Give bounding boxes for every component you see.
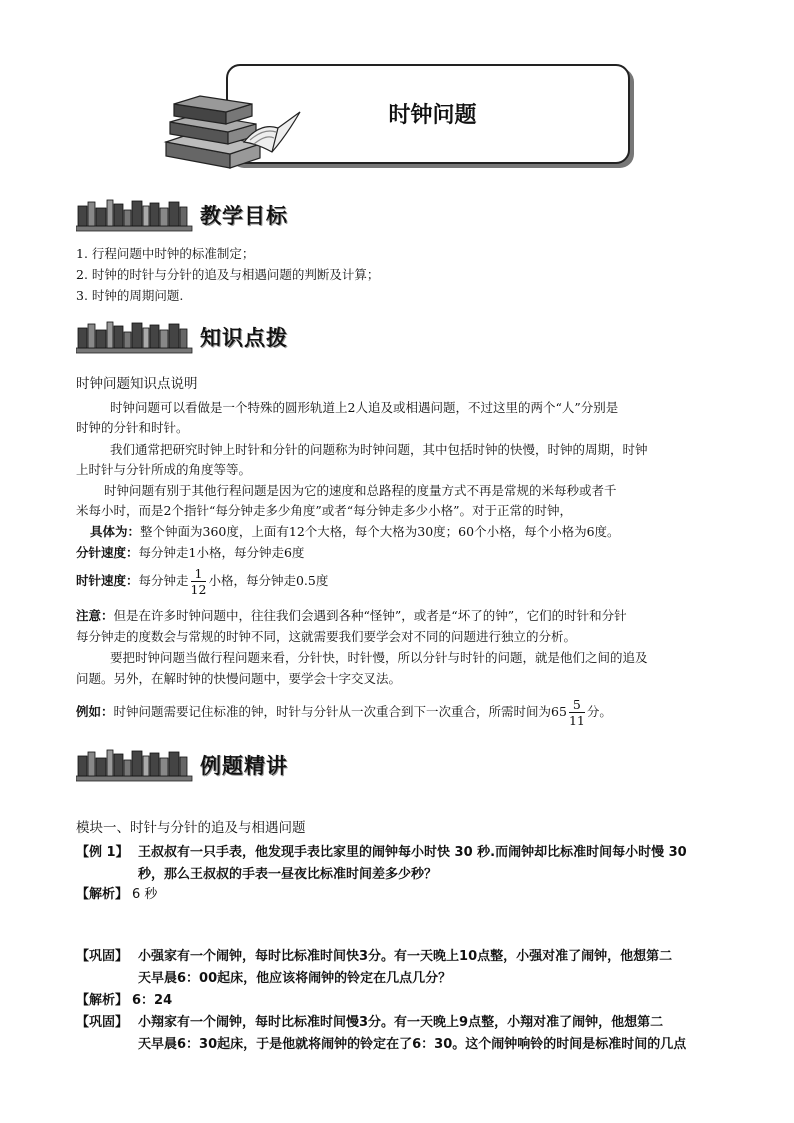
text-example-unit: 分。: [586, 704, 612, 719]
section-title-examples: 例题精讲: [200, 754, 288, 778]
note-line: [76, 608, 627, 624]
solution-label: 【解析】: [76, 993, 129, 1008]
book-spines-icon: [76, 320, 194, 354]
text-minute-speed: 每分钟走1小格，每分钟走6度: [138, 545, 305, 560]
goal-item: 2. 时钟的时针与分针的追及与相遇问题的判断及计算；: [76, 267, 380, 282]
paragraph-line: 我们通常把研究时钟上时针和分针的问题称为时钟问题，其中包括时钟的快慢，时钟的周期，时钟: [110, 442, 648, 457]
problem-text: [138, 842, 738, 886]
section-title-knowledge: 知识点拨: [200, 326, 288, 350]
problem-practice-2: [76, 1012, 736, 1056]
problem-text: [138, 1012, 738, 1056]
label-hour-speed: 时针速度：: [76, 573, 139, 588]
problem-line: 小翔家有一个闹钟，每时比标准时间慢3分。有一天晚上9点整，小翔对准了闹钟，他想第二: [138, 1015, 664, 1030]
text-example: 时钟问题需要记住标准的钟，时针与分针从一次重合到下一次重合，所需时间为: [113, 704, 552, 719]
problem-example-1: [76, 842, 736, 886]
problem-line: 小强家有一个闹钟，每时比标准时间快3分。有一天晚上10点整，小强对准了闹钟，他想第二: [138, 949, 673, 964]
problem-label: 【巩固】: [76, 1015, 129, 1030]
section-title-goals: 教学目标: [200, 204, 288, 228]
problem-line: 天早晨6：30起床，于是他就将闹钟的铃定在了6：30。这个闹钟响铃的时间是标准时间的几点: [138, 1037, 687, 1052]
paragraph-line: 时钟问题可以看做是一个特殊的圆形轨道上2人追及或相遇问题，不过这里的两个“人”分别是: [110, 400, 619, 415]
mixed-number-whole: 65: [551, 704, 567, 719]
paragraph-line: 时钟的分针和时针。: [76, 420, 189, 435]
problem-label: 【例 1】: [76, 845, 129, 860]
text-hour-speed-pre: 每分钟走: [138, 573, 189, 588]
book-spines-icon: [76, 748, 194, 782]
fraction-5-11: [569, 697, 585, 728]
text-note: 但是在许多时钟问题中，往往我们会遇到各种“怪钟”，或者是“坏了的钟”，它们的时针和分针: [113, 608, 627, 623]
problem-practice-1: [76, 946, 736, 990]
fraction-numerator: 1: [191, 566, 207, 582]
fraction-numerator: 5: [569, 697, 585, 713]
label-minute-speed: 分针速度：: [76, 545, 139, 560]
paragraph-line: 每分钟走的度数会与常规的时钟不同，这就需要我们要学会对不同的问题进行独立的分析。: [76, 629, 577, 644]
title-block: [160, 62, 635, 174]
text-specific: 整个钟面为360度，上面有12个大格，每个大格为30度；60个小格，每个小格为6度。: [140, 524, 620, 539]
problem-line: 王叔叔有一只手表，他发现手表比家里的闹钟每小时快 30 秒.而闹钟却比标准时间每小时慢 30: [138, 845, 687, 860]
module-heading: 模块一、时针与分针的追及与相遇问题: [76, 820, 306, 836]
label-specific: 具体为：: [90, 524, 141, 539]
example-line: [76, 697, 612, 728]
paragraph-line: 时钟问题有别于其他行程问题是因为它的速度和总路程的度量方式不再是常规的米每秒或者千: [104, 483, 617, 498]
paragraph-line: 上时针与分针所成的角度等等。: [76, 462, 252, 477]
fraction-denominator: 12: [190, 582, 207, 597]
fraction-denominator: 11: [568, 713, 585, 728]
section-header-goals: [76, 198, 496, 234]
problem-line: 天早晨6：00起床，他应该将闹钟的铃定在几点几分？: [138, 971, 452, 986]
hour-speed-line: [76, 566, 328, 597]
section-header-examples: [76, 748, 496, 784]
text-hour-speed-post: 小格，每分钟走0.5度: [208, 573, 329, 588]
paragraph-line: [90, 524, 620, 540]
problem-line: 秒，那么王叔叔的手表一昼夜比标准时间差多少秒？: [138, 867, 438, 882]
goal-item: 1. 行程问题中时钟的标准制定；: [76, 246, 255, 261]
solution-1: [76, 884, 736, 906]
solution-2: [76, 990, 736, 1012]
section-header-knowledge: [76, 320, 496, 356]
paragraph-line: 问题。另外，在解时钟的快慢问题中，要学会十字交叉法。: [76, 671, 402, 686]
solution-text: 6 秒: [132, 887, 158, 902]
problem-text: [138, 946, 738, 990]
solution-text: 6：24: [132, 993, 173, 1008]
fraction-1-12: [191, 566, 207, 597]
goal-item: 3. 时钟的周期问题.: [76, 288, 184, 303]
book-spines-icon: [76, 198, 194, 232]
paragraph-line: 米每小时，而是2个指针“每分钟走多少角度”或者“每分钟走多少小格”。对于正常的时钟，: [76, 503, 573, 518]
label-note: 注意：: [76, 608, 114, 623]
knowledge-heading: 时钟问题知识点说明: [76, 376, 198, 392]
problem-label: 【巩固】: [76, 949, 129, 964]
paragraph-line: 要把时钟问题当做行程问题来看，分针快，时针慢，所以分针与时针的问题，就是他们之间的追及: [110, 650, 648, 665]
label-example: 例如：: [76, 704, 114, 719]
page-title: 时钟问题: [388, 103, 477, 128]
minute-speed-line: [76, 545, 304, 561]
solution-label: 【解析】: [76, 887, 129, 902]
